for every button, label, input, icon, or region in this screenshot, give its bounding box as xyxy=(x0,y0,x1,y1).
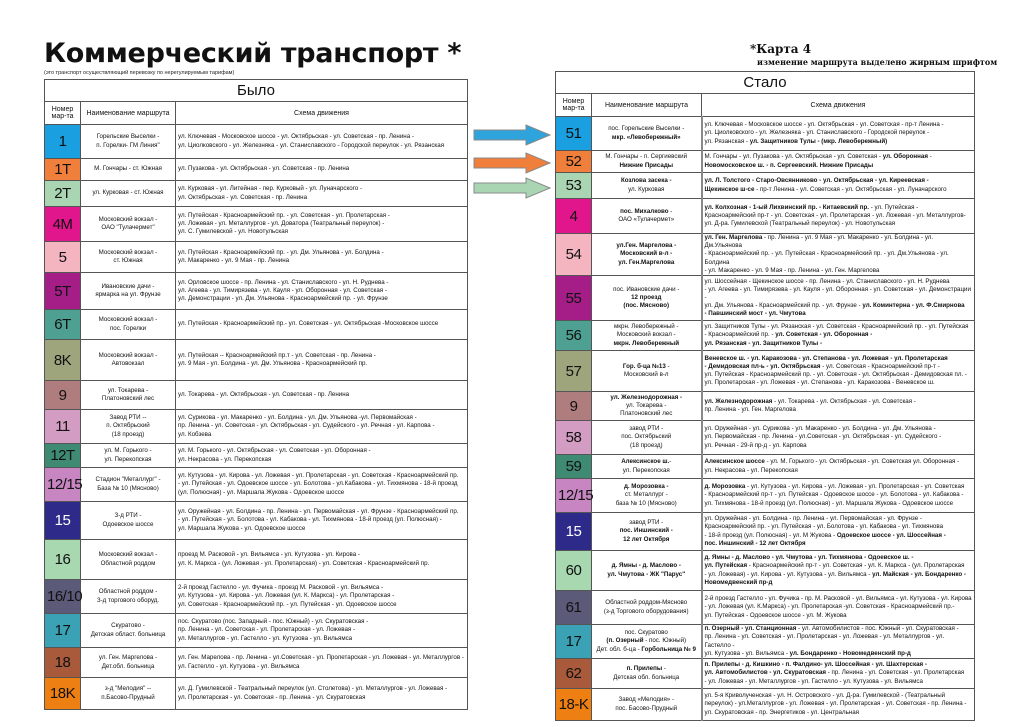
route-name: пос. Скуратово (п. Озерный - пос. Южный) Дет. обл. б-ца - Горбольница № 9 xyxy=(592,625,702,659)
route-scheme: ул. Кутузова - ул. Кирова - ул. Ложевая - ул. Пролетарская - ул. Советская - Красноармейский пр. - ул. Путейская - ул. Одоевское шоссе - ул. Болотова - ул.Кабакова - ул. Тихмянова - 18-й проезд (ул. Полюсная) - ул. Маршала Жукова - Одоевское шоссе xyxy=(176,468,468,502)
route-row xyxy=(45,207,468,242)
route-row xyxy=(556,689,975,721)
route-row xyxy=(45,340,468,381)
route-number: 53 xyxy=(556,173,592,199)
route-name: З-д РТИ - Одоевское шоссе xyxy=(81,502,176,540)
route-name: Областной роддом - З-д торгового оборуд. xyxy=(81,580,176,614)
route-row xyxy=(556,199,975,234)
route-name: Московский вокзал - ОАО "Тулачермет" xyxy=(81,207,176,242)
route-row xyxy=(45,444,468,468)
route-row xyxy=(556,455,975,479)
route-row xyxy=(556,117,975,151)
route-number: 15 xyxy=(556,513,592,551)
route-row xyxy=(45,678,468,710)
route-name: ул. Ген. Маргелова - Дет.обл. больница xyxy=(81,648,176,678)
route-name: пос. Горельские Выселки - мкр. «Левобережный» xyxy=(592,117,702,151)
route-row xyxy=(556,551,975,591)
route-name: Московский вокзал - Автовокзал xyxy=(81,340,176,381)
route-scheme: Веневское ш. - ул. Каракозова - ул. Степанова - ул. Ложевая - ул. Пролетарская - Демидовская пл-ь - ул. Октябрьская - ул. Советская - Красноармейский пр-т - ул. Путейская - Красноармейский пр. - ул. Советская - ул. Октябрьская - Демидовская пл. - ул. Пролетарская - ул. Ложевая - ул. Степанова - ул. Каракозова - Веневское ш. xyxy=(702,351,975,392)
arrow-right-icon xyxy=(472,124,552,146)
route-scheme: ул. Шоссейная - Щекинское шоссе - пр. Ленина - ул. Станиславского - ул. Н. Руднева - ул. Агеева - ул. Тимирязева - ул. Кауля - ул. Оборонная - ул. Советская - ул. Демонстрации - ул. Дм. Ульянова - Красноармейский пр. - ул. Фрунзе - ул. Коминтерна - ул. Ф.Смирнова - Павшинский мост - ул. Чмутова xyxy=(702,276,975,321)
route-scheme: ул. Ген. Марелова - пр. Ленина - ул.Советская - ул. Пролетарская - ул. Ложевая - ул. Металлургов - ул. Гастелло - ул. Кутузова - ул. Вильямса xyxy=(176,648,468,678)
route-scheme: 2-й проезд Гастелло - ул. Фучика - проезд М. Расковой - ул. Вильямса - ул. Кутузова - ул. Кирова - ул. Ложевая (ул. К. Маркса) - ул. Пролетарская - ул. Советская - Красноармейский пр. - ул. Путейская - ул. Одоевское шоссе xyxy=(176,580,468,614)
route-scheme: ул. Железнодорожная - ул. Токарева - ул. Октябрьская - ул. Советская - пр. Ленина - ул. Ген. Маргелова xyxy=(702,392,975,421)
route-row xyxy=(45,614,468,648)
route-name: Московский вокзал - пос. Горелки xyxy=(81,310,176,340)
route-row xyxy=(556,234,975,276)
route-number: 17 xyxy=(556,625,592,659)
column-header-name: Наименование маршрута xyxy=(81,102,176,125)
route-number: 4 xyxy=(556,199,592,234)
route-row xyxy=(45,540,468,580)
route-row xyxy=(556,513,975,551)
route-scheme: Алексинское шоссе - ул. М. Горького - ул. Октябрьская - ул. Советская ул. Оборонная - ул. Некрасова - ул. Перекопская xyxy=(702,455,975,479)
column-header-scheme: Схема движения xyxy=(176,102,468,125)
new-table-caption: Стало xyxy=(556,72,975,94)
route-number: 58 xyxy=(556,421,592,455)
column-header-scheme: Схема движения xyxy=(702,94,975,117)
route-row xyxy=(45,242,468,273)
route-scheme: проезд М. Расковой - ул. Вильямса - ул. Кутузова - ул. Кирова - ул. К. Маркса - (ул. Ложевая - ул. Пролетарская) - ул. Советская - Красноармейский пр. xyxy=(176,540,468,580)
route-name: Завод РТИ -- п. Октябрьский (18 проезд) xyxy=(81,410,176,444)
route-name: Скуратово - Детская област. больница xyxy=(81,614,176,648)
route-number: 18-K xyxy=(556,689,592,721)
route-row xyxy=(45,159,468,181)
route-scheme: ул. Ген. Маргелова - пр. Ленина - ул. 9 Мая - ул. Макаренко - ул. Болдина - ул. Дм.Ульянова - Красноармейский пр. - ул. Путейская - Красноармейский пр. - ул. Дм.Ульянова - ул. Болдина - ул. Макаренко - ул. 9 Мая - пр. Ленина - ул. Ген. Маргелова xyxy=(702,234,975,276)
route-scheme: д. Ямны - д. Маслово - ул. Чмутова - ул. Тихмянова - Одоевское ш. - ул. Путейская - Красноармейский пр-т - ул. Советская - ул. К. Маркса - (ул. Пролетарская - ул. Ложевая) - ул. Кирова - ул. Кутузова - ул. Вильямса - ул. Майская - ул. Бондаренко - Новомедвенский пр-д xyxy=(702,551,975,591)
route-number: 17 xyxy=(45,614,81,648)
route-row xyxy=(556,625,975,659)
route-number: 18K xyxy=(45,678,81,710)
route-number: 12/15 xyxy=(45,468,81,502)
route-scheme: п. Озерный - ул. Станционная - ул. Автомобилистов - пос. Южный - ул. Скуратовская - пр. Ленина - ул. Советская - ул. Пролетарская - ул. Ложевая - ул. Металлургов - ул. Гастелло - ул. Кутузова - ул. Вильямса - ул. Бондаренко - Новомедвенский пр-д xyxy=(702,625,975,659)
route-name: пос. Ивановские дачи - 12 проезд (пос. Мясново) xyxy=(592,276,702,321)
route-number: 52 xyxy=(556,151,592,173)
route-row xyxy=(45,381,468,410)
route-name: з-д "Мелодия" -- п.Басово-Прудный xyxy=(81,678,176,710)
route-scheme: п. Прилепы - д. Кишкино - п. Фалдино- ул. Шоссейная - ул. Шахтерская - ул. Автомобилистов - ул. Скуратовская - пр. Ленина - ул. Советская - ул. Пролетарская - ул. Ложевая - ул. Металлургов - ул. Гастелло - ул. Кутузова - ул. Вильямса xyxy=(702,659,975,689)
route-name: мкрн. Левобережный - Московский вокзал - мкрн. Левобережный xyxy=(592,321,702,351)
page-subtitle: (это транспорт осуществляющий перевозку по нерегулируемым тарифам) xyxy=(44,70,235,76)
route-number: 1 xyxy=(45,125,81,159)
route-name: ул. Курковая - ст. Южная xyxy=(81,181,176,207)
route-scheme: ул. Ключевая - Московское шоссе - ул. Октябрьская - ул. Советская - пр-т Ленина - ул. Циолковского - ул. Железняка - ул. Станиславского - Городской переулок - ул. Рязанская - ул. Защитников Тулы - (мкр. Левобережный) xyxy=(702,117,975,151)
route-number: 16/10 xyxy=(45,580,81,614)
route-row xyxy=(556,659,975,689)
route-number: 56 xyxy=(556,321,592,351)
route-number: 9 xyxy=(556,392,592,421)
route-name: Завод «Мелодия» - пос. Басово-Прудный xyxy=(592,689,702,721)
route-name: д. Морозовка - ст. Металлург - база № 10 (Мясново) xyxy=(592,479,702,513)
map-note: изменение маршрута выделено жирным шрифтом xyxy=(757,57,998,67)
route-scheme: ул. Путейская -- Красноармейский пр.т - ул. Советская - пр. Ленина - ул. 9 Мая - ул. Болдина - ул. Дм. Ульянова - Красноармейский пр. xyxy=(176,340,468,381)
new-routes-table xyxy=(555,71,975,721)
route-number: 18 xyxy=(45,648,81,678)
route-number: 5T xyxy=(45,273,81,310)
route-name: пос. Михалково - ОАО «Тулачермет» xyxy=(592,199,702,234)
route-number: 59 xyxy=(556,455,592,479)
route-number: 6T xyxy=(45,310,81,340)
route-row xyxy=(556,392,975,421)
route-name: Ивановские дачи - ярмарка на ул. Фрунзе xyxy=(81,273,176,310)
route-name: завод РТИ - пос. Иншинский - 12 лет Октября xyxy=(592,513,702,551)
route-number: 5 xyxy=(45,242,81,273)
route-row xyxy=(556,321,975,351)
route-scheme: ул. Пузакова - ул. Октябрьская - ул. Советская - пр. Ленина xyxy=(176,159,468,181)
route-number: 62 xyxy=(556,659,592,689)
route-name: ул. Токарева - Платоновский лес xyxy=(81,381,176,410)
route-name: ул. Железнодорожная - ул. Токарева - Платоновский лес xyxy=(592,392,702,421)
route-scheme: ул. Сурикова - ул. Макаренко - ул. Болдина - ул. Дм. Ульянова -ул. Первомайская - пр. Ленина - ул. Советская - ул. Октябрьская - ул. Судейского - ул. Речная - ул. Карпова - ул. Кобзева xyxy=(176,410,468,444)
route-row xyxy=(45,580,468,614)
route-scheme: ул. Курковая - ул. Литейная - пер. Курковый - ул. Луначарского - ул. Октябрьская - ул. Советская - пр. Ленина xyxy=(176,181,468,207)
route-number: 4M xyxy=(45,207,81,242)
route-name: д. Ямны - д. Маслово - ул. Чмутова - ЖК "Парус" xyxy=(592,551,702,591)
route-row xyxy=(556,479,975,513)
route-name: завод РТИ - пос. Октябрьский (18 проезд) xyxy=(592,421,702,455)
route-number: 51 xyxy=(556,117,592,151)
route-scheme: пос. Скуратово (пос. Западный - пос. Южный) - ул. Скуратовская - пр. Ленина - ул. Советская - ул. Пролетарская - ул. Ложевая - ул. Металлургов - ул. Гастелло - ул. Кутузова - ул. Вильямса xyxy=(176,614,468,648)
route-number: 12T xyxy=(45,444,81,468)
route-scheme: д. Морозовка - ул. Кутузова - ул. Кирова - ул. Ложевая - ул. Пролетарская - ул. Советская - Красноармейский пр-т - ул. Путейская - Одоевское шоссе - ул. Болотова - ул. Кабакова - ул. Тихмянова - 18-й проезд (ул. Полюсная) - ул. Маршала Жукова - Одоевское шоссе xyxy=(702,479,975,513)
route-name: М. Гончары - ст. Южная xyxy=(81,159,176,181)
route-scheme: 2-й проезд Гастелло - ул. Фучика - пр. М. Расковой - ул. Вильямса - ул. Кутузова - ул. Кирова - ул. Ложевая (ул. К.Маркса) - ул. Пролетарская -ул. Советская - Красноармейский пр.- ул. Путейская - Одоевское шоссе - ул. М. Жукова xyxy=(702,591,975,625)
route-scheme: ул. Орловское шоссе - пр. Ленина - ул. Станиславского - ул. Н. Руднева - ул. Агеева - ул. Тимирязева - ул. Кауля - ул. Оборонная - ул. Советская - ул. Демонстрации - ул. Дм. Ульянова - Красноармейский пр. - ул. Фрунзе xyxy=(176,273,468,310)
route-name: Областной роддом-Мясново (з-д Торгового оборудования) xyxy=(592,591,702,625)
arrow-right-icon xyxy=(472,152,552,174)
column-header-name: Наименование маршрута xyxy=(592,94,702,117)
route-number: 16 xyxy=(45,540,81,580)
route-number: 61 xyxy=(556,591,592,625)
route-number: 12/15 xyxy=(556,479,592,513)
route-scheme: ул. Оружейная - ул. Болдина - пр. Ленина - ул. Первомайская - ул. Фрунзе - Красноармейский пр. - ул. Путейская - ул. Болотова - ул. Кабакова - ул. Тихмянова - 18-й проезд (ул. Полюсная) - ул. Маршала Жукова - ул. Одоевское шоссе xyxy=(176,502,468,540)
route-name: ул. М. Горького - ул. Перекопская xyxy=(81,444,176,468)
route-row xyxy=(556,351,975,392)
route-name: Горельские Выселки - п. Горелки- ГМ Линия" xyxy=(81,125,176,159)
route-scheme: ул. Путейская - Красноармейский пр. - ул. Дм. Ульянова - ул. Болдина - ул. Макаренко - ул. 9 Мая - пр. Ленина xyxy=(176,242,468,273)
route-row xyxy=(556,421,975,455)
route-scheme: ул. Путейская - Красноармейский пр.- ул. Советская - ул. Октябрьская -Московское шоссе xyxy=(176,310,468,340)
route-scheme: ул. Оружейная - ул. Сурикова - ул. Макаренко - ул. Болдина - ул. Дм. Ульянова - ул. Первомайская - пр. Ленина - ул.Советская - ул. Октябрьская - ул. Судейского - ул. Речная - 29-й пр-д - ул. Карпова xyxy=(702,421,975,455)
old-table-caption: Было xyxy=(45,80,468,102)
page-title: Коммерческий транспорт * xyxy=(44,38,462,69)
map-label: *Карта 4 xyxy=(750,42,812,56)
column-header-number: Номер мар-та xyxy=(556,94,592,117)
route-row xyxy=(45,181,468,207)
arrow-right-icon xyxy=(472,177,552,199)
route-name: Козлова засека - ул. Курковая xyxy=(592,173,702,199)
route-row xyxy=(45,502,468,540)
route-number: 8K xyxy=(45,340,81,381)
route-scheme: М. Гончары - ул. Пузакова - ул. Октябрьская - ул. Советская - ул. Оборонная - Новомосковское ш. - п. Сергеевский. Нижние Присады xyxy=(702,151,975,173)
route-scheme: ул. Путейская - Красноармейский пр. - ул. Советская - ул. Пролетарская - ул. Ложевая - ул. Металлургов - ул. Доватора (Театральный переулок) - ул. С. Гумилевской - ул. Новотульская xyxy=(176,207,468,242)
route-row xyxy=(45,273,468,310)
route-scheme: ул. Д. Гумилевской - Театральный переулок (ул. Столетова) - ул. Металлургов - ул. Ложевая - ул. Пролетарская - ул. Советская - пр. Ленина - ул. Скуратовская xyxy=(176,678,468,710)
route-row xyxy=(45,468,468,502)
route-row xyxy=(556,151,975,173)
route-number: 15 xyxy=(45,502,81,540)
route-row xyxy=(45,648,468,678)
route-scheme: ул. 5-я Криволученская - ул. Н. Островского - ул. Д-ра. Гумилевской - (Театральный переулок) - ул.Металлургов - ул. Ложевая - ул. Пролетарская - ул. Советская - пр. Ленина - ул. Скуратовская - пр. Энергетиков - ул. Центральная xyxy=(702,689,975,721)
route-number: 2T xyxy=(45,181,81,207)
route-name: п. Прилепы - Детская обл. больница xyxy=(592,659,702,689)
column-header-number: Номер мар-та xyxy=(45,102,81,125)
route-number: 1T xyxy=(45,159,81,181)
route-number: 60 xyxy=(556,551,592,591)
route-number: 11 xyxy=(45,410,81,444)
route-row xyxy=(556,276,975,321)
route-scheme: ул. Колхозная - 1-ый Лихвинский пр. - Китаевский пр. - ул. Путейская - Красноармейский пр-т - ул. Советская - ул. Пролетарская - ул. Ложевая - ул. Металлургов- ул. Д-ра. Гумилевской (Театральный переулок) - ул. Новотульская xyxy=(702,199,975,234)
route-row xyxy=(556,173,975,199)
route-number: 57 xyxy=(556,351,592,392)
route-row xyxy=(45,410,468,444)
route-scheme: ул. Защитников Тулы - ул. Рязанская - ул. Советская - Красноармейский пр. - ул. Путейская - Красноармейский пр. - ул. Советская - ул. Оборонная - ул. Рязанская - ул. Защитников Тулы - xyxy=(702,321,975,351)
route-name: Стадион "Металлург" - База № 10 (Мясново) xyxy=(81,468,176,502)
route-name: Алексинское ш.- ул. Перекопская xyxy=(592,455,702,479)
route-scheme: ул. М. Горького - ул. Октябрьская - ул. Советская - ул. Оборонная - ул. Некрасова - ул. Перекопская xyxy=(176,444,468,468)
route-number: 54 xyxy=(556,234,592,276)
route-name: М. Гончары - п. Сергиевский Нижние Присады xyxy=(592,151,702,173)
route-name: ул.Ген. Маргелова - Московский в-л - ул. Ген.Маргелова xyxy=(592,234,702,276)
route-number: 55 xyxy=(556,276,592,321)
route-row xyxy=(556,591,975,625)
route-row xyxy=(45,125,468,159)
route-scheme: ул. Л. Толстого - Старо-Овсянниково - ул. Октябрьская - ул. Киреевская - Щекинское ш-се - пр-т Ленина - ул. Советская - ул. Октябрьская - ул. Луначарского xyxy=(702,173,975,199)
old-routes-table xyxy=(44,79,468,710)
route-scheme: ул. Токарева - ул. Октябрьская - ул. Советская - пр. Ленина xyxy=(176,381,468,410)
route-name: Московский вокзал - Областной роддом xyxy=(81,540,176,580)
route-row xyxy=(45,310,468,340)
route-name: Московский вокзал - ст. Южная xyxy=(81,242,176,273)
route-name: Гор. б-ца №13 - Московский в-л xyxy=(592,351,702,392)
route-number: 9 xyxy=(45,381,81,410)
route-scheme: ул. Ключевая - Московское шоссе - ул. Октябрьская - ул. Советская - пр. Ленина - ул. Циолковского - ул. Железняка - ул. Станиславского - Городской переулок - ул. Рязанская xyxy=(176,125,468,159)
route-scheme: ул. Оружейная - ул. Болдина - пр. Ленина - ул. Первомайская - ул. Фрунзе - Красноармейский пр. - ул. Путейская - ул. Болотова - ул. Кабакова - ул. Тихмянова - 18-й проезд (ул. Полюсная) - ул. М Жукова - Одоевское шоссе - ул. Шоссейная - пос. Иншинский - 12 лет Октября xyxy=(702,513,975,551)
